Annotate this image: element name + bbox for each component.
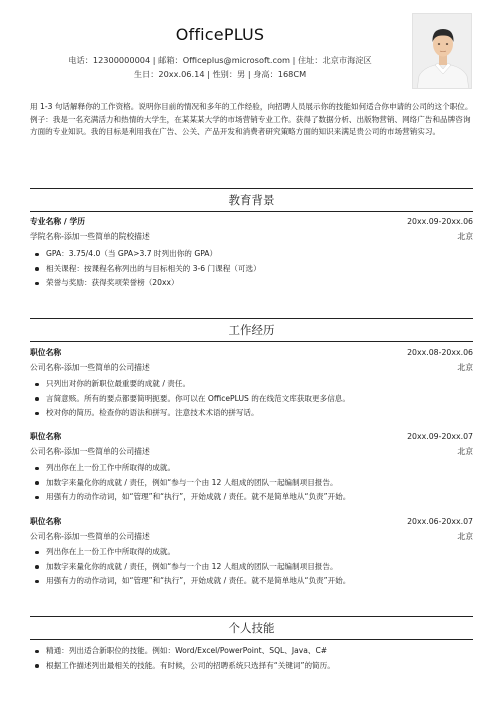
list-item: 加数字来量化你的成就 / 责任，例如“参与一个由 12 人组成的团队一起编制项目报告。 — [32, 476, 452, 491]
job-position: 职位名称 — [30, 348, 62, 357]
job-date: 20xx.06-20xx.07 — [407, 517, 473, 526]
list-item: 精通：列出适合新职位的技能。例如：Word/Excel/PowerPoint、SQL、Java、C# — [32, 644, 452, 659]
job-bullets — [32, 461, 452, 505]
skills-bullets — [32, 644, 452, 673]
section-divider-top — [30, 616, 473, 617]
job-bullets — [32, 377, 452, 421]
contact-line: 电话：12300000004 | 邮箱：Officeplus@microsoft.com | 住址：北京市海淀区 — [68, 55, 372, 65]
job-position: 职位名称 — [30, 432, 62, 441]
major-degree: 专业名称 / 学历 — [30, 217, 86, 226]
section-divider-top — [30, 188, 473, 189]
job-header-row — [30, 516, 473, 528]
list-item: 用强有力的动作动词，如“管理”和“执行”，开始成就 / 责任。就不是简单地从“负责”开始。 — [32, 574, 452, 589]
education-school-row — [30, 231, 473, 243]
job-bullets — [32, 545, 452, 589]
section-divider-bottom — [30, 341, 473, 342]
job-location: 北京 — [457, 532, 473, 541]
list-item: 相关课程：按课程名称列出的与目标相关的 3-6 门课程（可选） — [32, 262, 452, 277]
job-location: 北京 — [457, 363, 473, 372]
list-item: 根据工作描述列出最相关的技能。有时候，公司的招聘系统只选择有“关键词”的简历。 — [32, 659, 452, 674]
list-item: 校对你的简历。检查你的语法和拼写。注意技术术语的拼写话。 — [32, 406, 452, 421]
job-date: 20xx.08-20xx.06 — [407, 348, 473, 357]
company-name: 公司名称-添加一些简单的公司描述 — [30, 363, 150, 372]
list-item: 只列出对你的新职位最重要的成就 / 责任。 — [32, 377, 452, 392]
section-title-skills: 个人技能 — [228, 621, 275, 635]
list-item: GPA：3.75/4.0（当 GPA>3.7 时列出你的 GPA） — [32, 247, 452, 262]
candidate-name: OfficePLUS — [175, 25, 265, 44]
school-name: 学院名称-添加一些简单的院校描述 — [30, 232, 150, 241]
list-item: 加数字来量化你的成就 / 责任，例如“参与一个由 12 人组成的团队一起编制项目报告。 — [32, 560, 452, 575]
section-title-experience: 工作经历 — [228, 323, 275, 337]
job-location: 北京 — [457, 447, 473, 456]
education-date: 20xx.09-20xx.06 — [407, 217, 473, 226]
job-company-row — [30, 362, 473, 374]
section-divider-bottom — [30, 211, 473, 212]
job-company-row — [30, 446, 473, 458]
section-divider-top — [30, 318, 473, 319]
person-photo-icon — [413, 14, 472, 89]
job-position: 职位名称 — [30, 517, 62, 526]
job-date: 20xx.09-20xx.07 — [407, 432, 473, 441]
company-name: 公司名称-添加一些简单的公司描述 — [30, 447, 150, 456]
education-bullets — [32, 247, 452, 291]
section-title-education: 教育背景 — [228, 193, 275, 207]
profile-photo — [412, 13, 472, 89]
job-header-row — [30, 431, 473, 443]
job-header-row — [30, 347, 473, 359]
job-company-row — [30, 531, 473, 543]
education-header-row — [30, 216, 473, 228]
section-divider-bottom — [30, 639, 473, 640]
list-item: 列出你在上一份工作中所取得的成就。 — [32, 545, 452, 560]
summary-paragraph: 用 1-3 句话解释你的工作资格。说明你目前的情况和多年的工作经验，向招聘人员展示你的技能如何适合你申请的公司的这个职位。例子：我是一名充满活力和热情的大学生，在某某某大学的市场营销专业工作。获得了数据分析、出版物营销、网络广告和品牌咨询方面的专业知识。我的目标是利用我在广告、公关、产品开发和消费者研究策略方面的知识来满足贵公司的市场营销实习。 — [30, 102, 473, 136]
list-item: 言简意赅。所有的要点都要简明扼要。你可以在 OfficePLUS 的在线范文库获取更多信息。 — [32, 392, 452, 407]
list-item: 荣誉与奖励：获得奖项荣誉榜（20xx） — [32, 276, 452, 291]
list-item: 用强有力的动作动词，如“管理”和“执行”，开始成就 / 责任。就不是简单地从“负责”开始。 — [32, 490, 452, 505]
company-name: 公司名称-添加一些简单的公司描述 — [30, 532, 150, 541]
personal-info-line: 生日：20xx.06.14 | 性别：男 | 身高：168CM — [133, 69, 307, 79]
list-item: 列出你在上一份工作中所取得的成就。 — [32, 461, 452, 476]
education-location: 北京 — [457, 232, 473, 241]
